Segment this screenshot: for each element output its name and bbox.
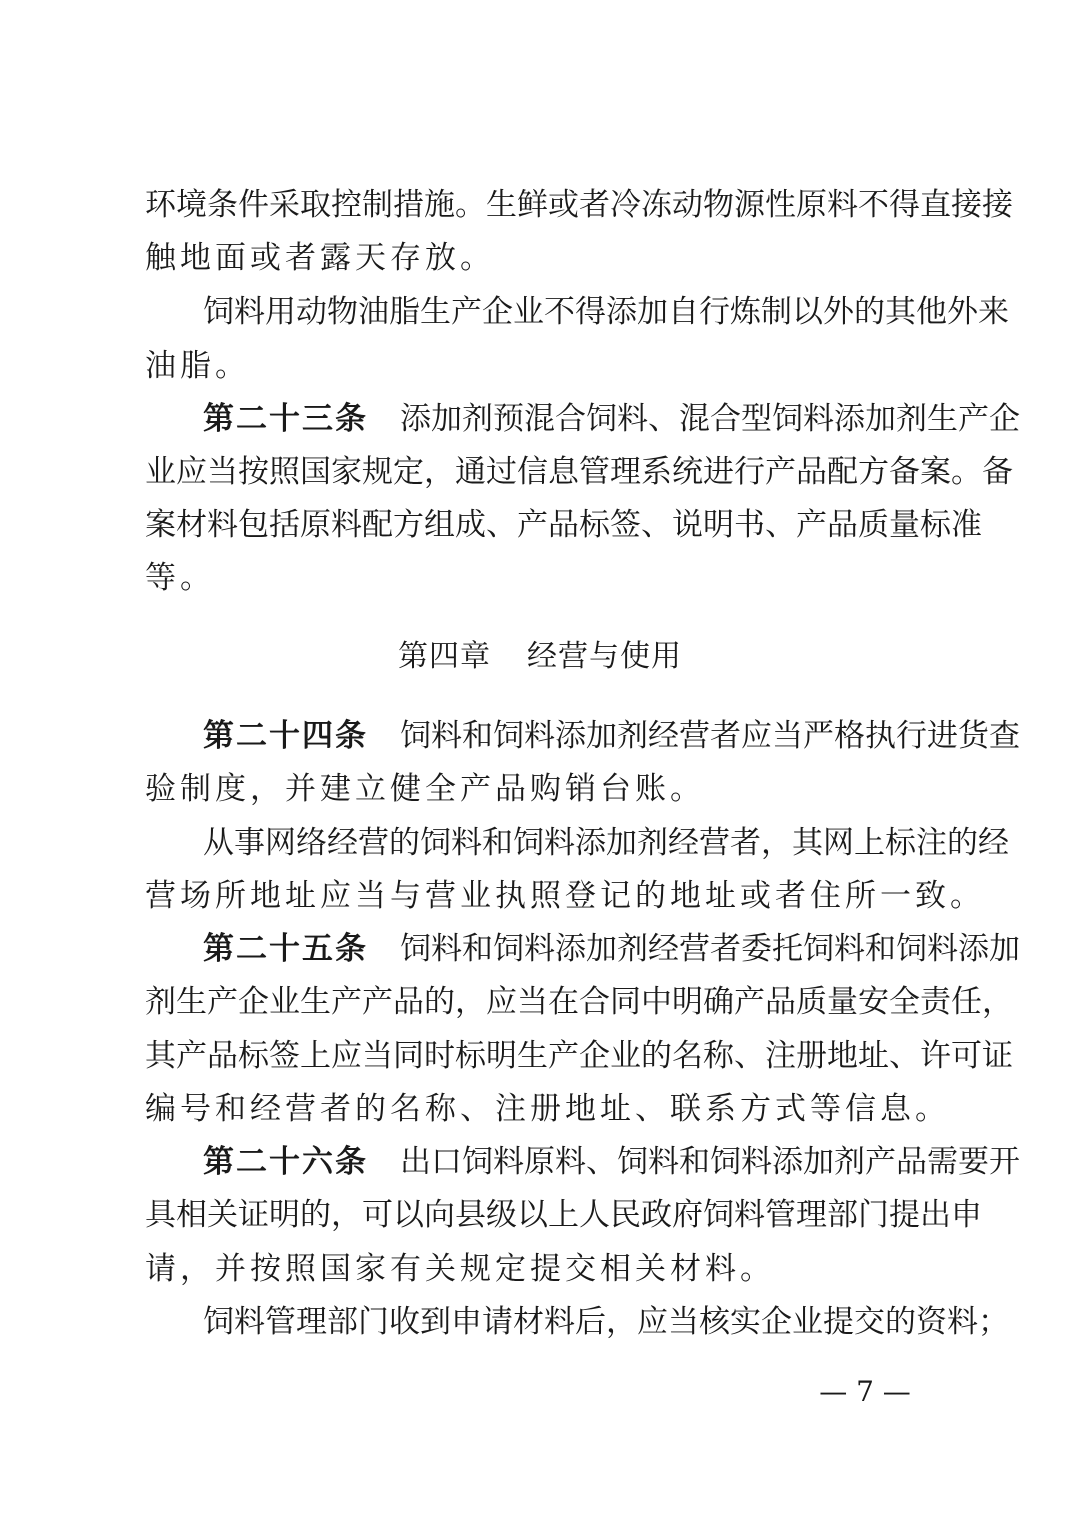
text-line: 触地面或者露天存放。	[145, 240, 495, 276]
text-line: 其产品标签上应当同时标明生产企业的名称、注册地址、许可证	[145, 1038, 1013, 1074]
chapter-number: 第四章	[398, 639, 491, 674]
article-label: 第二十四条	[203, 718, 368, 754]
chapter-heading	[0, 632, 1080, 682]
text-line: 业应当按照国家规定，通过信息管理系统进行产品配方备案。备	[145, 454, 1013, 490]
text-line: 验制度，并建立健全产品购销台账。	[145, 771, 705, 807]
text-line: 具相关证明的，可以向县级以上人民政府饲料管理部门提出申	[145, 1197, 982, 1233]
text-line: 饲料管理部门收到申请材料后，应当核实企业提交的资料；	[203, 1304, 1009, 1340]
article-label: 第二十五条	[203, 931, 368, 967]
article-25-line	[203, 924, 1020, 974]
chapter-title: 经营与使用	[527, 639, 682, 674]
text-line: 油脂。	[145, 348, 250, 384]
text-line: 剂生产企业生产产品的，应当在合同中明确产品质量安全责任，	[145, 984, 1013, 1020]
article-26-line	[203, 1137, 1020, 1187]
text-line: 环境条件采取控制措施。生鲜或者冷冻动物源性原料不得直接接	[145, 187, 1013, 223]
article-24-line	[203, 711, 1020, 761]
text-line: 案材料包括原料配方组成、产品标签、说明书、产品质量标准	[145, 507, 982, 543]
text-line: 饲料用动物油脂生产企业不得添加自行炼制以外的其他外来	[203, 294, 1009, 330]
text-line: 等。	[145, 560, 215, 596]
article-text: 饲料和饲料添加剂经营者应当严格执行进货查	[400, 718, 1020, 754]
article-label: 第二十三条	[203, 401, 368, 437]
article-text: 饲料和饲料添加剂经营者委托饲料和饲料添加	[400, 931, 1020, 967]
article-23-line	[203, 394, 1020, 444]
text-line: 请，并按照国家有关规定提交相关材料。	[145, 1251, 775, 1287]
article-label: 第二十六条	[203, 1144, 368, 1180]
text-line: 营场所地址应当与营业执照登记的地址或者住所一致。	[145, 878, 985, 914]
article-text: 添加剂预混合饲料、混合型饲料添加剂生产企	[400, 401, 1020, 437]
page-number: — 7 —	[819, 1375, 911, 1408]
text-line: 编号和经营者的名称、注册地址、联系方式等信息。	[145, 1091, 950, 1127]
text-line: 从事网络经营的饲料和饲料添加剂经营者，其网上标注的经	[203, 825, 1009, 861]
article-text: 出口饲料原料、饲料和饲料添加剂产品需要开	[400, 1144, 1020, 1180]
